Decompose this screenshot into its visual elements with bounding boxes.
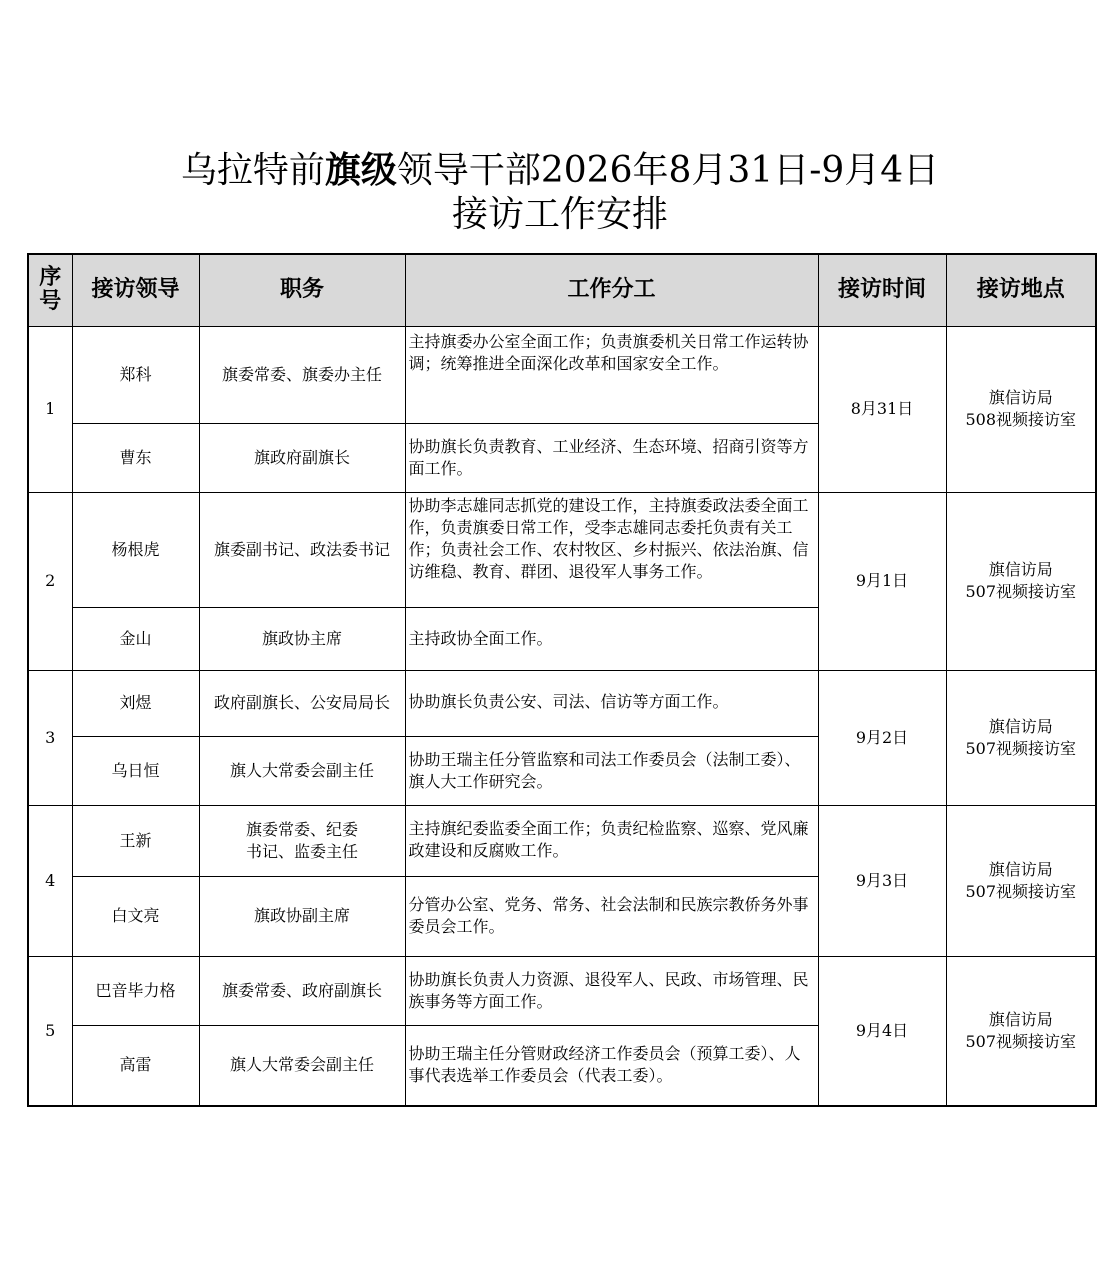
duty-description: 协助王瑞主任分管监察和司法工作委员会（法制工委）、旗人大工作研究会。 [405, 736, 818, 805]
leader-name: 金山 [72, 607, 199, 670]
visit-place [946, 492, 1096, 670]
duty-description: 分管办公室、党务、常务、社会法制和民族宗教侨务外事委员会工作。 [405, 876, 818, 956]
visit-time: 9月2日 [818, 670, 946, 805]
table-row [28, 956, 1096, 1025]
visit-time: 9月1日 [818, 492, 946, 670]
table-row [28, 805, 1096, 876]
schedule-table [27, 253, 1097, 1107]
place-office: 旗信访局 [988, 1009, 1053, 1029]
leader-name: 杨根虎 [72, 492, 199, 607]
title-part-c: 领导干部2026年8月31日-9月4日 [396, 150, 940, 191]
leader-name: 高雷 [72, 1025, 199, 1106]
header-place: 接访地点 [946, 254, 1096, 326]
leader-name: 巴音毕力格 [72, 956, 199, 1025]
leader-position: 旗人大常委会副主任 [199, 1025, 405, 1106]
duty-description: 协助旗长负责人力资源、退役军人、民政、市场管理、民族事务等方面工作。 [405, 956, 818, 1025]
row-index: 5 [28, 956, 72, 1106]
duty-description: 协助李志雄同志抓党的建设工作，主持旗委政法委全面工作，负责旗委日常工作，受李志雄同志委托负责有关工作；负责社会工作、农村牧区、乡村振兴、依法治旗、信访维稳、教育、群团、退役军人事务工作。 [405, 492, 818, 607]
table-row [28, 326, 1096, 423]
header-position: 职务 [199, 254, 405, 326]
header-row [28, 254, 1096, 326]
place-room: 507视频接访室 [965, 738, 1077, 758]
leader-name: 乌日恒 [72, 736, 199, 805]
leader-name: 王新 [72, 805, 199, 876]
visit-time: 9月3日 [818, 805, 946, 956]
leader-name: 曹东 [72, 423, 199, 492]
row-index: 1 [28, 326, 72, 492]
leader-name: 白文亮 [72, 876, 199, 956]
duty-description: 主持政协全面工作。 [405, 607, 818, 670]
visit-place [946, 956, 1096, 1106]
header-leader: 接访领导 [72, 254, 199, 326]
duty-description: 主持旗纪委监委全面工作；负责纪检监察、巡察、党风廉政建设和反腐败工作。 [405, 805, 818, 876]
duty-description: 协助旗长负责教育、工业经济、生态环境、招商引资等方面工作。 [405, 423, 818, 492]
leader-position: 旗人大常委会副主任 [199, 736, 405, 805]
visit-time: 9月4日 [818, 956, 946, 1106]
header-duty: 工作分工 [405, 254, 818, 326]
row-index: 4 [28, 805, 72, 956]
header-index: 序号 [28, 254, 72, 326]
title-line-2: 接访工作安排 [451, 194, 668, 235]
place-room: 507视频接访室 [965, 582, 1077, 601]
title-part-a: 乌拉特前 [180, 150, 325, 191]
leader-position: 旗委常委、政府副旗长 [199, 956, 405, 1025]
place-room: 507视频接访室 [965, 881, 1077, 901]
leader-position: 政府副旗长、公安局局长 [199, 670, 405, 736]
visit-place [946, 326, 1096, 492]
row-index: 3 [28, 670, 72, 805]
table-row [28, 492, 1096, 607]
leader-position: 旗政协主席 [199, 607, 405, 670]
leader-position: 旗委常委、旗委办主任 [199, 326, 405, 423]
document-title [0, 148, 1120, 237]
place-room: 507视频接访室 [965, 1031, 1077, 1051]
duty-description: 主持旗委办公室全面工作；负责旗委机关日常工作运转协调；统筹推进全面深化改革和国家安全工作。 [405, 326, 818, 423]
duty-description: 协助旗长负责公安、司法、信访等方面工作。 [405, 670, 818, 736]
duty-description: 协助王瑞主任分管财政经济工作委员会（预算工委）、人事代表选举工作委员会（代表工委）。 [405, 1025, 818, 1106]
place-office: 旗信访局 [988, 859, 1053, 879]
title-part-b: 旗级 [324, 149, 397, 191]
row-index: 2 [28, 492, 72, 670]
visit-time: 8月31日 [818, 326, 946, 492]
place-office: 旗信访局 [988, 560, 1053, 579]
table-row [28, 670, 1096, 736]
visit-place [946, 670, 1096, 805]
place-office: 旗信访局 [988, 716, 1053, 736]
place-office: 旗信访局 [988, 388, 1053, 407]
leader-position: 旗委常委、纪委书记、监委主任 [199, 805, 405, 876]
leader-position: 旗委副书记、政法委书记 [199, 492, 405, 607]
leader-name: 刘煜 [72, 670, 199, 736]
header-time: 接访时间 [818, 254, 946, 326]
title-line-1 [0, 148, 1120, 193]
leader-position: 旗政协副主席 [199, 876, 405, 956]
leader-name: 郑科 [72, 326, 199, 423]
leader-position: 旗政府副旗长 [199, 423, 405, 492]
visit-place [946, 805, 1096, 956]
place-room: 508视频接访室 [965, 410, 1077, 429]
